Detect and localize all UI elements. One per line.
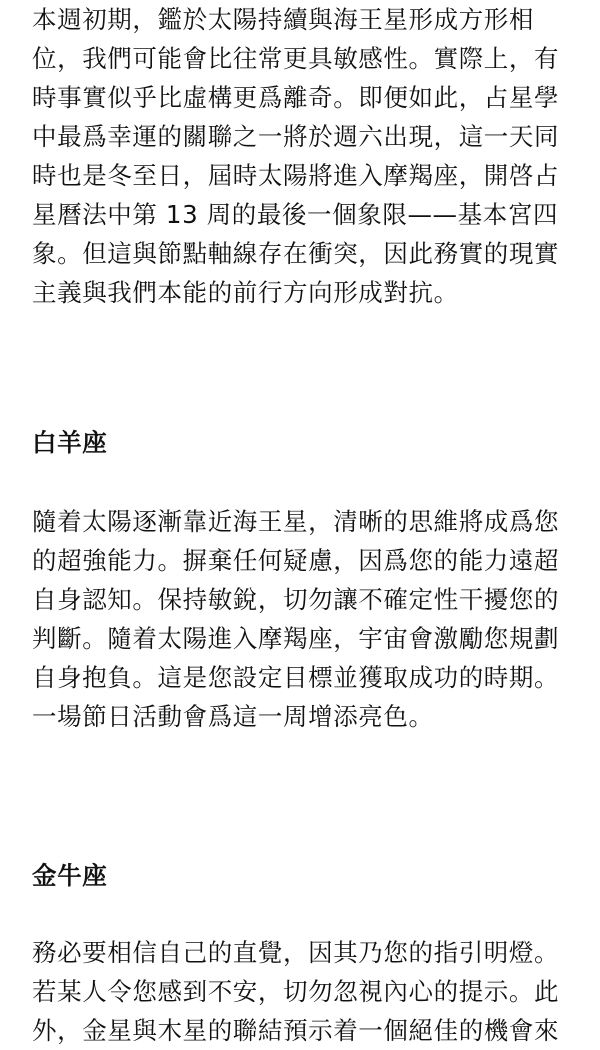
intro-line: 本週初期，鑑於太陽持續與海王星形成方形相 — [32, 5, 534, 34]
taurus-line: 外，金星與木星的聯結預示着一個絕佳的機會來 — [32, 1016, 560, 1045]
intro-line: 主義與我們本能的前行方向形成對抗。 — [32, 278, 459, 307]
sign-heading-aries: 白羊座 — [32, 428, 108, 457]
aries-line: 自身認知。保持敏銳，切勿讓不確定性干擾您的 — [32, 585, 560, 614]
taurus-line: 務必要相信自己的直覺，因其乃您的指引明燈。 — [32, 938, 560, 967]
taurus-line: 若某人令您感到不安，切勿忽視內心的提示。此 — [32, 977, 560, 1006]
aries-line: 隨着太陽逐漸靠近海王星，清晰的思維將成爲您 — [32, 507, 560, 536]
sign-paragraph-taurus — [32, 933, 568, 1050]
sign-heading-taurus: 金牛座 — [32, 861, 108, 890]
sign-paragraph-aries — [32, 502, 568, 736]
intro-line: 位，我們可能會比往常更具敏感性。實際上，有 — [32, 44, 560, 73]
aries-line: 的超強能力。摒棄任何疑慮，因爲您的能力遠超 — [32, 546, 560, 575]
intro-line: 中最爲幸運的關聯之一將於週六出現，這一天同 — [32, 122, 560, 151]
intro-paragraph — [32, 0, 568, 312]
aries-line: 判斷。隨着太陽進入摩羯座，宇宙會激勵您規劃 — [32, 624, 560, 653]
intro-line: 時也是冬至日，屆時太陽將進入摩羯座，開啓占 — [32, 161, 560, 190]
intro-line: 時事實似乎比虛構更爲離奇。即便如此，占星學 — [32, 83, 560, 112]
aries-line: 自身抱負。這是您設定目標並獲取成功的時期。 — [32, 663, 560, 692]
intro-line: 星曆法中第 13 周的最後一個象限——基本宮四 — [32, 200, 559, 229]
intro-line: 象。但這與節點軸線存在衝突，因此務實的現實 — [32, 239, 560, 268]
aries-line: 一場節日活動會爲這一周增添亮色。 — [32, 702, 434, 731]
